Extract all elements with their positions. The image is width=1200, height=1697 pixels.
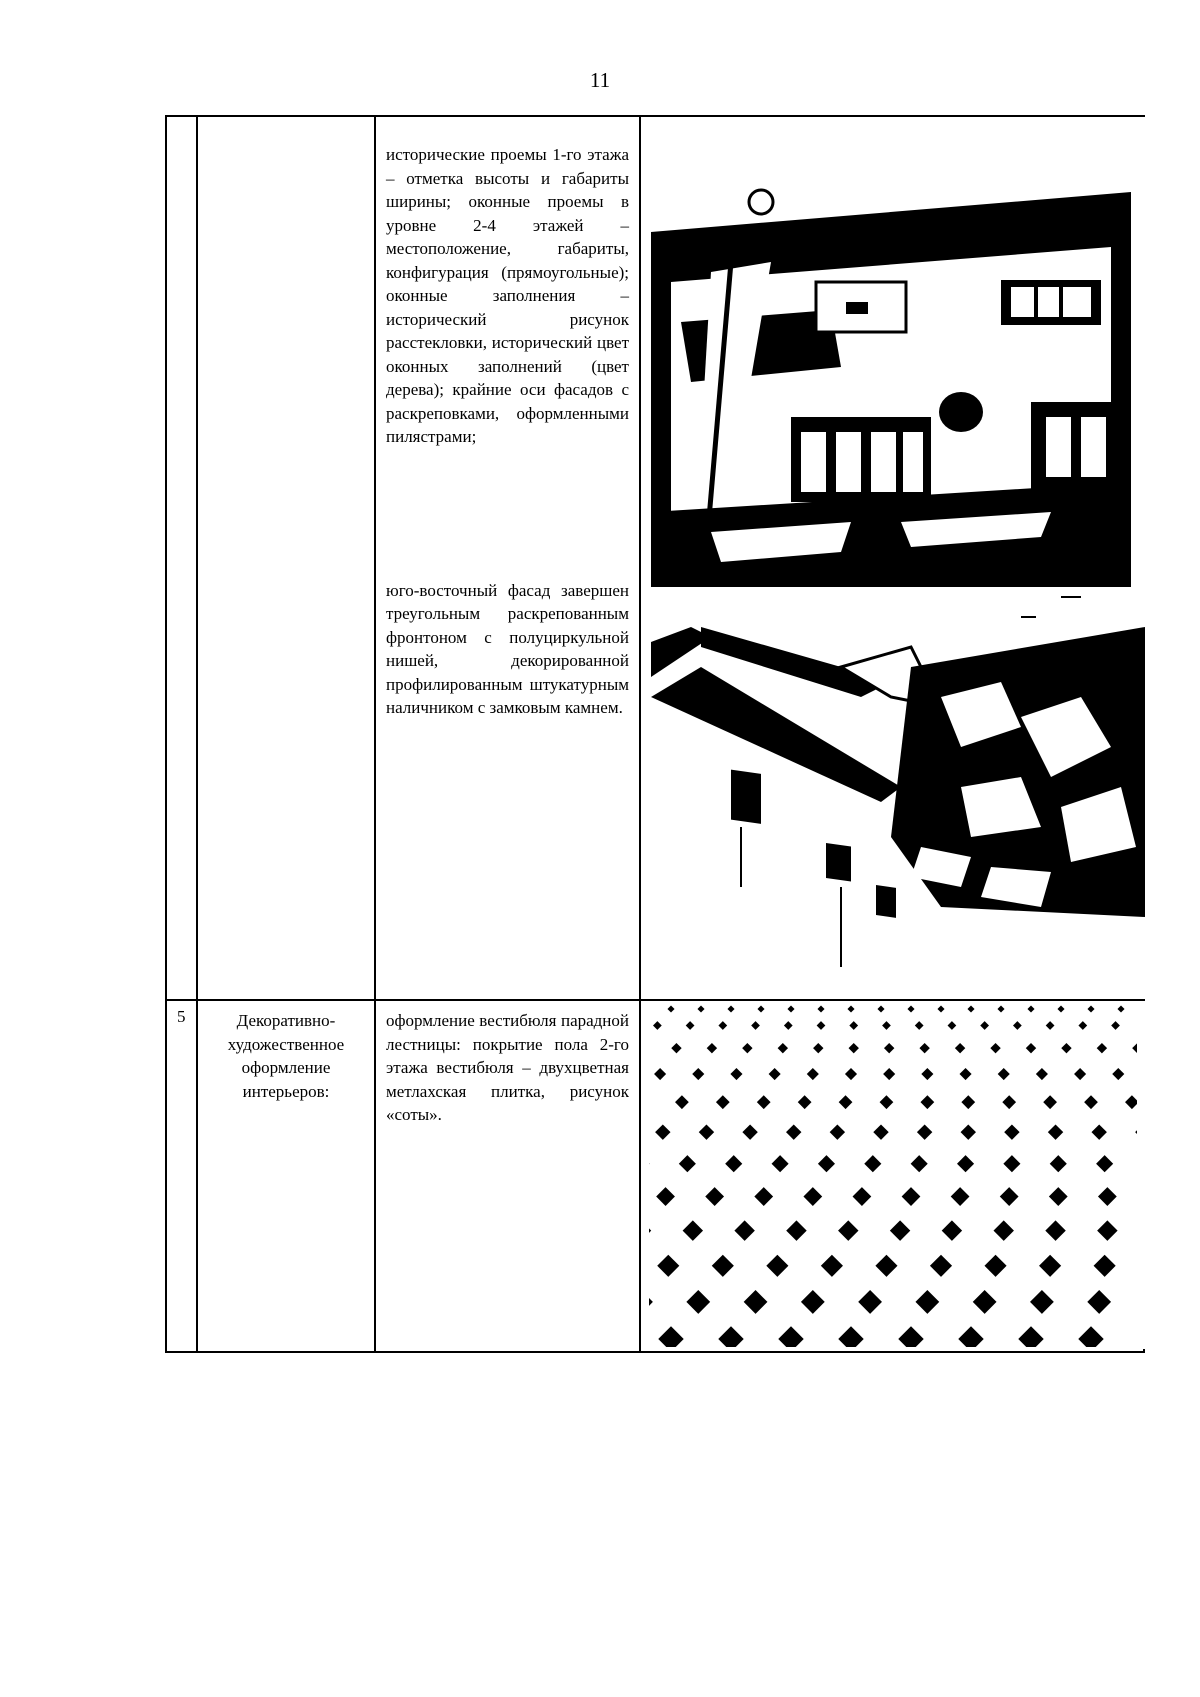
row-number: 5	[177, 1007, 186, 1026]
row-description-cell	[375, 1000, 640, 1352]
row-description-cell	[375, 116, 640, 1000]
row-name: Декоративно-художественное оформление интерьеров:	[227, 1011, 345, 1101]
row-name-cell	[197, 1000, 375, 1352]
row-number-cell	[166, 116, 197, 1000]
description-windows: исторические проемы 1-го этажа – отметка высоты и габариты ширины; оконные проемы в уровне 2-4 этажей – местоположение, габариты, конфигурация (прямоугольные); оконные заполнения – исторический рисунок расстекловки, исторический цвет оконных заполнений (цвет дерева); крайние оси фасадов с раскреповками, оформленными пилястрами;	[386, 145, 629, 446]
description-floor: оформление вестибюля парадной лестницы: покрытие пола 2-го этажа вестибюля – двухцветная метлахская плитка, рисунок «соты».	[386, 1011, 629, 1124]
page-number: 11	[589, 68, 611, 92]
row-name-cell	[197, 116, 375, 1000]
row-name	[198, 117, 374, 125]
pediment-facade-photo	[641, 587, 1145, 999]
table-row	[166, 116, 1144, 1000]
row-photo-cell	[640, 116, 1144, 1000]
protection-subject-table	[165, 115, 1145, 1353]
row-number	[167, 117, 196, 121]
floor-tile-photo	[641, 1001, 1145, 1349]
description-pediment: юго-восточный фасад завершен треугольным раскрепованным фронтоном с полуциркульной нишей, декорированной профилированным штукатурным наличником с замковым камнем.	[386, 580, 629, 717]
table-row	[166, 1000, 1144, 1352]
row-photo-cell	[640, 1000, 1144, 1352]
row-number-cell	[166, 1000, 197, 1352]
facade-windows-photo	[641, 117, 1145, 587]
